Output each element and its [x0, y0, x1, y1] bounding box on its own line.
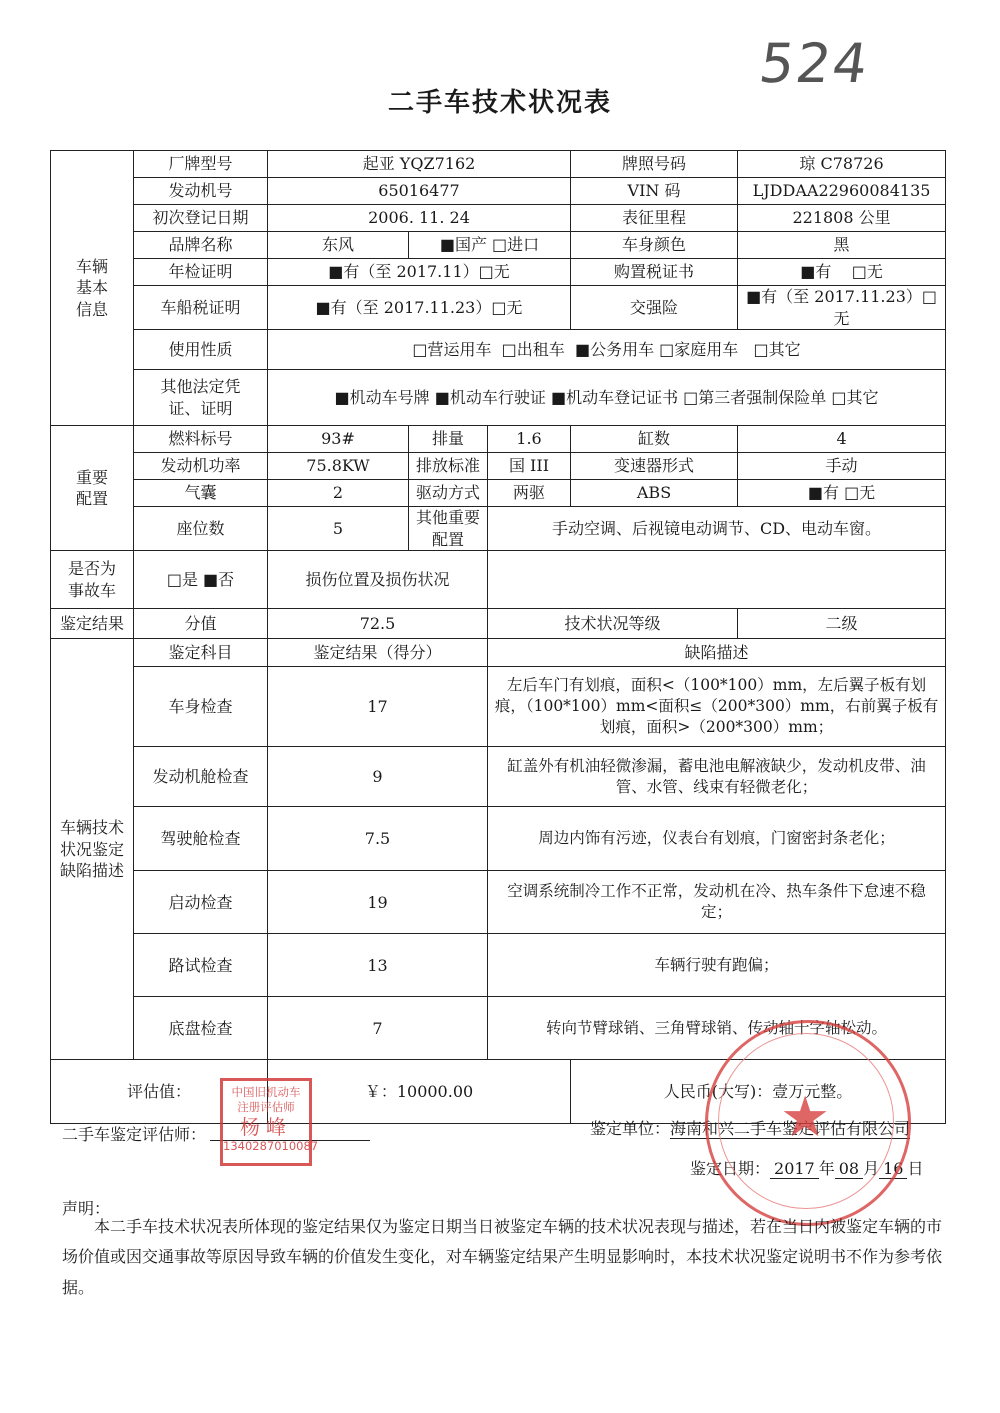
label-other-config: 其他重要配置	[409, 507, 488, 551]
appraiser-seal	[220, 1078, 319, 1166]
star-icon: ★	[780, 1085, 831, 1150]
defect-score: 13	[268, 934, 488, 997]
date-month: 08	[835, 1159, 863, 1179]
label-brand: 厂牌型号	[134, 151, 268, 178]
value-brand: 起亚 YQZ7162	[268, 151, 571, 178]
seal-name: 杨峰	[240, 1114, 292, 1139]
header-desc: 缺陷描述	[488, 639, 946, 667]
value-vessel-tax: ■有（至 2017.11.23）□无	[268, 286, 571, 330]
header-item: 鉴定科目	[134, 639, 268, 667]
label-cylinders: 缸数	[571, 426, 738, 453]
value-gearbox: 手动	[738, 453, 946, 480]
label-inspection: 年检证明	[134, 259, 268, 286]
value-valuation-capital: 人民币(大写)：壹万元整。	[571, 1060, 946, 1124]
label-emission: 排放标准	[409, 453, 488, 480]
value-drive: 两驱	[488, 480, 571, 507]
date-d: 日	[907, 1159, 924, 1178]
table-row	[51, 934, 946, 997]
label-power: 发动机功率	[134, 453, 268, 480]
defect-desc: 左后车门有划痕，面积<（100*100）mm，左后翼子板有划痕，（100*100）mm<面积≤（200*300）mm，右前翼子板有划痕，面积>（200*300）mm；	[488, 667, 946, 747]
value-mileage: 221808 公里	[738, 205, 946, 232]
table-row	[51, 871, 946, 934]
label-vessel-tax: 车船税证明	[134, 286, 268, 330]
defect-desc: 周边内饰有污迹，仪表台有划痕，门窗密封条老化；	[488, 807, 946, 871]
value-insurance: ■有（至 2017.11.23）□无	[738, 286, 946, 330]
defect-item: 驾驶舱检查	[134, 807, 268, 871]
value-displacement: 1.6	[488, 426, 571, 453]
value-seats: 5	[268, 507, 409, 551]
unit-label: 鉴定单位：	[590, 1119, 671, 1138]
value-engine-no: 65016477	[268, 178, 571, 205]
date-year: 2017	[770, 1159, 819, 1179]
date-y: 年	[818, 1159, 835, 1178]
defect-item: 底盘检查	[134, 997, 268, 1060]
section-config: 重要 配置	[51, 426, 134, 551]
seal-line1: 中国旧机动车	[231, 1085, 301, 1099]
label-mileage: 表征里程	[571, 205, 738, 232]
value-accident: □是 ■否	[134, 551, 268, 609]
defect-item: 车身检查	[134, 667, 268, 747]
label-valuation: 评估值：	[51, 1060, 268, 1124]
label-vin: VIN 码	[571, 178, 738, 205]
value-valuation: ￥：10000.00	[268, 1060, 571, 1124]
defect-desc: 缸盖外有机油轻微渗漏，蓄电池电解液缺少，发动机皮带、油管、水管、线束有轻微老化；	[488, 747, 946, 807]
value-vin: LJDDAA22960084135	[738, 178, 946, 205]
value-inspection: ■有（至 2017.11）□无	[268, 259, 571, 286]
value-brand-name: 东风	[268, 232, 409, 259]
label-displacement: 排量	[409, 426, 488, 453]
defect-desc: 空调系统制冷工作不正常，发动机在冷、热车条件下怠速不稳定；	[488, 871, 946, 934]
label-brand-name: 品牌名称	[134, 232, 268, 259]
value-other-config: 手动空调、后视镜电动调节、CD、电动车窗。	[488, 507, 946, 551]
value-cylinders: 4	[738, 426, 946, 453]
value-damage	[488, 551, 946, 609]
table-row	[51, 667, 946, 747]
defect-desc: 转向节臂球销、三角臂球销、传动轴十字轴松动。	[488, 997, 946, 1060]
value-docs: ■机动车号牌 ■机动车行驶证 ■机动车登记证书 □第三者强制保险单 □其它	[268, 370, 946, 426]
header-result: 鉴定结果（得分）	[268, 639, 488, 667]
unit-name: 海南和兴二手车鉴定评估有限公司	[670, 1119, 911, 1138]
vehicle-condition-table	[50, 150, 946, 1124]
section-defects: 车辆技术 状况鉴定 缺陷描述	[51, 639, 134, 1060]
defect-item: 发动机舱检查	[134, 747, 268, 807]
defect-score: 9	[268, 747, 488, 807]
label-damage: 损伤位置及损伤状况	[268, 551, 488, 609]
table-row	[51, 747, 946, 807]
defect-score: 19	[268, 871, 488, 934]
value-emission: 国 III	[488, 453, 571, 480]
declaration-title: 声明：	[62, 1199, 111, 1218]
defect-score: 7	[268, 997, 488, 1060]
label-score: 分值	[134, 609, 268, 639]
value-color: 黑	[738, 232, 946, 259]
defect-score: 17	[268, 667, 488, 747]
label-abs: ABS	[571, 480, 738, 507]
table-row	[51, 807, 946, 871]
date-label: 鉴定日期：	[690, 1159, 771, 1178]
defect-item: 路试检查	[134, 934, 268, 997]
company-seal	[705, 1020, 911, 1226]
handwritten-page-number: 524	[755, 32, 874, 95]
label-plate: 牌照号码	[571, 151, 738, 178]
label-reg-date: 初次登记日期	[134, 205, 268, 232]
label-color: 车身颜色	[571, 232, 738, 259]
label-insurance: 交强险	[571, 286, 738, 330]
defect-score: 7.5	[268, 807, 488, 871]
label-accident: 是否为 事故车	[51, 551, 134, 609]
value-reg-date: 2006. 11. 24	[268, 205, 571, 232]
date-m: 月	[863, 1159, 880, 1178]
value-score: 72.5	[268, 609, 488, 639]
defect-item: 启动检查	[134, 871, 268, 934]
label-engine-no: 发动机号	[134, 178, 268, 205]
seal-code: 1340287010087	[223, 1138, 319, 1153]
value-power: 75.8KW	[268, 453, 409, 480]
label-usage: 使用性质	[134, 330, 268, 370]
label-fuel: 燃料标号	[134, 426, 268, 453]
date-day: 16	[879, 1159, 907, 1179]
value-purchase-tax: ■有 □无	[738, 259, 946, 286]
value-plate: 琼 C78726	[738, 151, 946, 178]
seal-line2: 注册评估师	[237, 1099, 295, 1114]
label-grade: 技术状况等级	[488, 609, 738, 639]
value-usage: □营运用车 □出租车 ■公务用车 □家庭用车 □其它	[268, 330, 946, 370]
label-airbag: 气囊	[134, 480, 268, 507]
defect-desc: 车辆行驶有跑偏；	[488, 934, 946, 997]
value-origin: ■国产 □进口	[409, 232, 571, 259]
document-title: 二手车技术状况表	[387, 88, 612, 118]
label-docs: 其他法定凭 证、证明	[134, 370, 268, 426]
label-seats: 座位数	[134, 507, 268, 551]
declaration-body: 本二手车技术状况表所体现的鉴定结果仅为鉴定日期当日被鉴定车辆的技术状况表现与描述，若在当日内被鉴定车辆的市场价值或因交通事故等原因导致车辆的价值发生变化，对车辆鉴定结果产生明显影响时，本技术状况鉴定说明书不作为参考依据。	[62, 1217, 943, 1297]
value-abs: ■有 □无	[738, 480, 946, 507]
value-grade: 二级	[738, 609, 946, 639]
value-airbag: 2	[268, 480, 409, 507]
value-fuel: 93#	[268, 426, 409, 453]
label-gearbox: 变速器形式	[571, 453, 738, 480]
label-result: 鉴定结果	[51, 609, 134, 639]
appraiser-label: 二手车鉴定评估师：	[62, 1125, 207, 1144]
label-purchase-tax: 购置税证书	[571, 259, 738, 286]
section-basic-info: 车辆 基本 信息	[51, 151, 134, 426]
label-drive: 驱动方式	[409, 480, 488, 507]
